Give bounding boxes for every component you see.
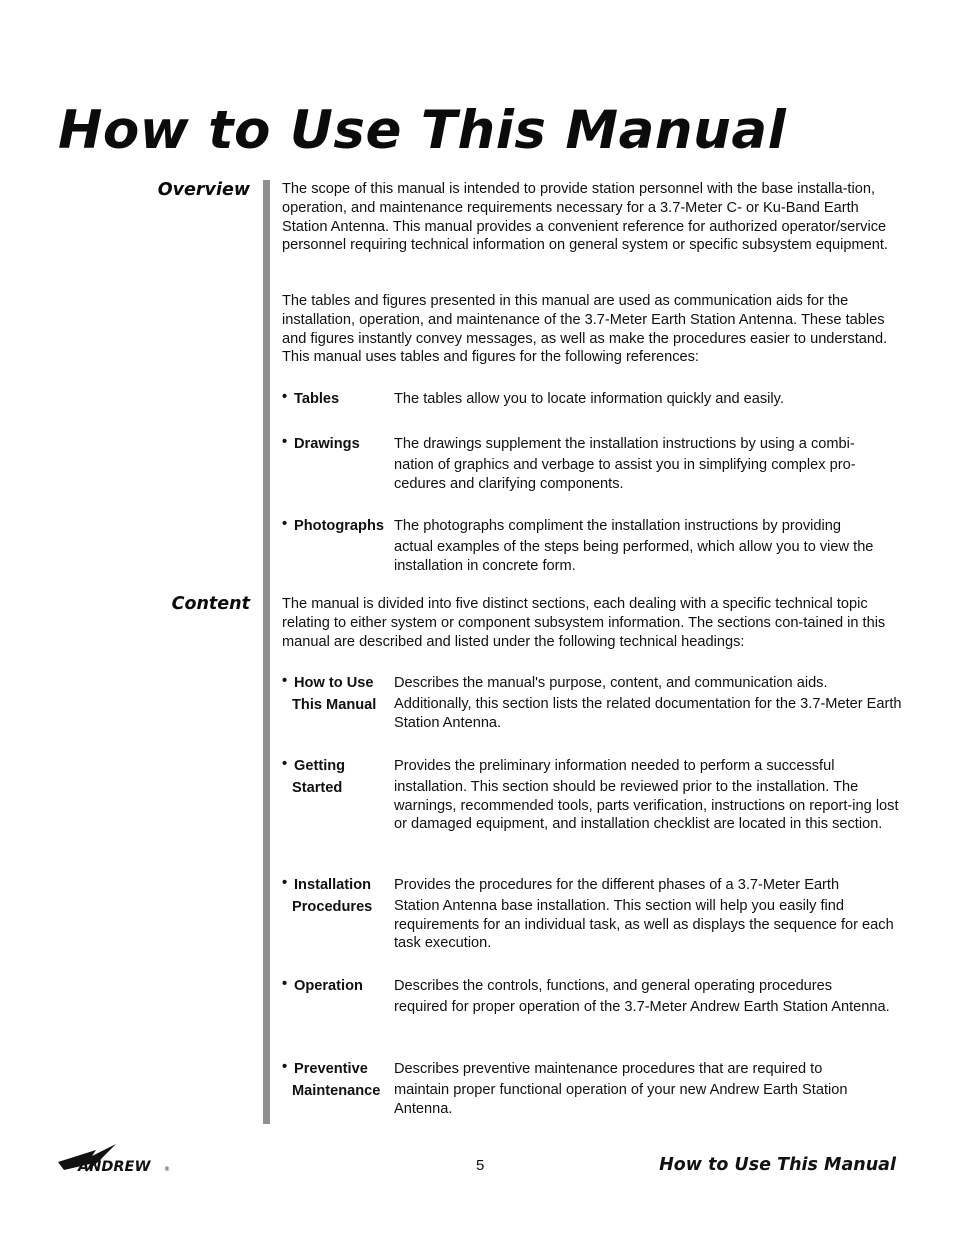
bullet-icon: •	[282, 673, 288, 689]
bullet-icon: •	[282, 516, 288, 532]
list-item-term	[282, 390, 394, 409]
description-first-line: Provides the preliminary information needed to perform a successful	[394, 758, 835, 774]
term-line: Getting	[294, 758, 346, 774]
term-line: Preventive	[294, 1061, 368, 1077]
description-rest: installation. This section should be reviewed prior to the installation. The warnings, recommended tools, parts verification, instructions on report-ing lost or damaged equipment, and installation checklist are located in this section.	[394, 778, 899, 833]
list-item-description	[394, 876, 902, 953]
description-rest: Station Antenna base installation. This section will help you easily find requirements for an individual task, as well as displays the sequence for each task execution.	[394, 897, 894, 952]
bullet-icon: •	[282, 434, 288, 450]
list-item-term	[282, 876, 394, 917]
list-item-description	[394, 757, 902, 834]
list-item-term	[282, 674, 394, 715]
list-item-tables	[282, 390, 902, 411]
term-line: Photographs	[294, 518, 384, 534]
list-item-installation-procedures	[282, 876, 902, 953]
list-item-term	[282, 977, 394, 996]
description-first-line: The tables allow you to locate information quickly and easily.	[394, 391, 784, 407]
list-item-description	[394, 435, 902, 493]
description-first-line: The photographs compliment the installation instructions by providing	[394, 518, 841, 534]
description-rest: required for proper operation of the 3.7-Meter Andrew Earth Station Antenna.	[394, 998, 890, 1015]
term-line: Operation	[294, 978, 363, 994]
page-title: How to Use This Manual	[58, 100, 787, 161]
term-line: How to Use	[294, 675, 374, 691]
list-item-drawings	[282, 435, 902, 493]
list-item-operation	[282, 977, 902, 1017]
list-item-term	[282, 517, 394, 536]
list-item-how-to-use	[282, 674, 902, 732]
term-line: Maintenance	[292, 1082, 381, 1099]
bullet-icon: •	[282, 976, 288, 992]
registered-mark: ®	[164, 1166, 170, 1173]
page-number: 5	[476, 1157, 485, 1174]
overview-paragraph-2: The tables and figures presented in this manual are used as communication aids for the installation, operation, and maintenance of the 3.7-Meter Earth Station Antenna. These tables and figures instantly convey messages, as well as make the procedures easier to understand. This manual uses tables and figures for the following references:	[282, 293, 888, 366]
description-first-line: Describes the controls, functions, and general operating procedures	[394, 978, 833, 994]
description-first-line: Describes preventive maintenance procedures that are required to	[394, 1061, 823, 1077]
list-item-photographs	[282, 517, 902, 575]
list-item-term	[282, 757, 394, 798]
overview-paragraph-1: The scope of this manual is intended to provide station personnel with the base installa-tion, operation, and maintenance requirements necessary for a 3.7-Meter C- or Ku-Band Earth Station Antenna. This manual provides a convenient reference for authorized operator/service personnel requiring technical information on general system or specific subsystem equipment.	[282, 181, 888, 254]
list-item-description	[394, 390, 902, 409]
footer-title: How to Use This Manual	[659, 1155, 896, 1175]
description-rest: actual examples of the steps being performed, which allow you to view the installation in concrete form.	[394, 538, 874, 574]
list-item-description	[394, 674, 902, 732]
description-rest: maintain proper functional operation of your new Andrew Earth Station Antenna.	[394, 1081, 848, 1117]
term-line: Procedures	[292, 898, 373, 915]
term-line: Started	[292, 779, 343, 796]
logo-wordmark: ANDREW	[78, 1159, 151, 1175]
bullet-icon: •	[282, 389, 288, 405]
list-item-description	[394, 977, 902, 1017]
bullet-icon: •	[282, 875, 288, 891]
bullet-icon: •	[282, 1059, 288, 1075]
description-rest: Additionally, this section lists the related documentation for the 3.7-Meter Earth Station Antenna.	[394, 695, 902, 731]
description-first-line: Describes the manual's purpose, content, and communication aids.	[394, 675, 828, 691]
term-line: Tables	[294, 391, 340, 407]
bullet-icon: •	[282, 756, 288, 772]
list-item-description	[394, 1060, 902, 1118]
description-first-line: The drawings supplement the installation instructions by using a combi-	[394, 436, 855, 452]
list-item-preventive-maintenance	[282, 1060, 902, 1118]
term-line: Installation	[294, 877, 372, 893]
list-item-term	[282, 435, 394, 454]
list-item-getting-started	[282, 757, 902, 834]
term-line: Drawings	[294, 436, 360, 452]
term-line: This Manual	[292, 696, 377, 713]
list-item-term	[282, 1060, 394, 1101]
description-rest: nation of graphics and verbage to assist you in simplifying complex pro-cedures and clarifying components.	[394, 456, 856, 492]
content-heading: Content	[171, 594, 250, 614]
description-first-line: Provides the procedures for the different phases of a 3.7-Meter Earth	[394, 877, 840, 893]
andrew-logo	[56, 1140, 171, 1176]
list-item-description	[394, 517, 902, 575]
vertical-rule	[263, 180, 270, 1124]
content-paragraph-1: The manual is divided into five distinct sections, each dealing with a specific technical topic relating to either system or component subsystem information. The sections con-tained in this manual are described and listed under the following technical headings:	[282, 596, 886, 650]
overview-heading: Overview	[157, 180, 250, 200]
